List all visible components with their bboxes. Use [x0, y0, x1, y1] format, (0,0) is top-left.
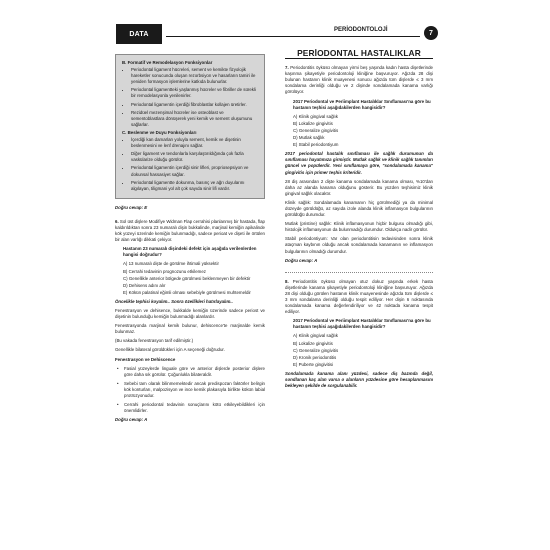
b-list: [122, 67, 258, 128]
option-a: A) Klinik gingival sağlık: [293, 113, 338, 119]
c-item: • İçerdiği kan damarları yoluyla sement, kemik ve dişetinin beslenmesini ve lenf drenajını sağlar.: [131, 137, 258, 149]
option-c: C) Genellikle anterior bölgede görülmesi beklenmeyen bir defektir: [123, 275, 251, 281]
right-column: [285, 50, 433, 392]
c-item: • Diğer ligament ve tendonlarla karşılaştırıldığında çok fazla vaskülarize olduğu görülür.: [131, 151, 258, 163]
option-d: D) Dehisens adını alır: [123, 282, 166, 288]
c-item: • Periodontal ligamentin içerdiği sinir lifleri, propriosepsiyon ve dokunsal hassasiyet sağlar.: [131, 165, 258, 177]
answer-q5: Doğru cevap: E: [115, 204, 148, 210]
option-b: B) Cerrahi tedavinin prognozunu etkilemez: [123, 268, 206, 274]
explanation-paragraph: Genellikle bilateral görüldükleri için A seçeneği doğrudur.: [115, 347, 225, 353]
option-e: E) Kökün palatinal eğimli olması sebebiyle görülmesi muhtemeldir: [123, 289, 251, 295]
bullet-item: • Fasial yüzeylerde linguale göre ve anterior dişlerde posterior dişlere göre daha sık görülür. Çoğunlukla bilateraldir.: [115, 366, 265, 378]
section-title: PERİODONTAL HASTALIKLAR: [297, 48, 421, 58]
question-8: [285, 279, 433, 316]
options-q8: [293, 333, 433, 367]
question-separator: [285, 272, 433, 273]
question-number: 7.: [285, 65, 289, 71]
answer-q6: Doğru cevap: A: [115, 417, 148, 423]
explanation-paragraph: Stabil periodontiyum: Var olan periodontitisin tedavisinden sonra klinik ataçman kaybının olduğu ancak sondalamada kanamanın ve inflamasyon bulgularının olmadığı durumdur.: [285, 236, 433, 254]
box-heading-c: C. Beslenme ve Duyu Fonksiyonları: [122, 129, 197, 135]
running-header-title: PERİODONTOLOJİ: [334, 27, 388, 33]
section-rule: [285, 58, 433, 59]
option-e: E) Puberte gingivitisi: [293, 361, 334, 367]
header-rule: [166, 36, 420, 37]
left-column: [115, 54, 265, 431]
page-number: 7: [429, 29, 433, 37]
question-stem: 2017 Periodontal ve Periimplant Hastalıklar Sınıflaması'na göre bu hastanın teşhisi aşağıdakilerden hangisidir?: [293, 98, 431, 110]
question-number: 8.: [285, 278, 289, 284]
explanation-note: (Bu vakada fenestrasyon tarif edilmiştir.): [115, 338, 194, 344]
question-text: Periodontitis öyküsü olmayan yirmi beş yaşında kadın hasta dişetlerinde kaşınma şikayetiyle periodontoloji kliniğine başvuruyor. Ağızda 28 dişi bulunan hastanın klinik muayenesi sonucu ağızda tüm dişlerde ≤ 3 mm sondalama derinliği olduğu ve 2 dişinde sondalamada kanama varlığı görülüyor.: [285, 65, 433, 95]
explanation-lead: Öncelikle tephisi koyalım.. Sonra özellikleri hatırlayalım..: [115, 298, 233, 304]
option-e: E) Stabil periodontiyum: [293, 142, 339, 148]
question-text: Sol üst dişlere Modifiye Widman Flap cerrahisi planlanmış bir hastada, flap kaldırıldıktan sonra 23 numaralı dişin bukkalinde, marjinal kemiğin apikalinde kök yüzeyi üzerinde kemiğin bulunmadığı, sadece perioat ve dişeti ile örtülen bir alan varlığı dikkati çekiyor.: [115, 218, 265, 243]
explanation-paragraph: Fenestrasyon ve dehisence, bukkalde kemiğin üzerinde sadece periost ve dişetinin bulunduğu kemiğin bulunmadığı alanlardır.: [115, 308, 265, 320]
option-b: B) Lokalize gingivitis: [293, 120, 333, 126]
options-q7: [293, 114, 433, 148]
bullet-item: • Cerrahi periodontal tedavinin sonuçlarını kötü etkileyebildikleri için önemlidirler.: [115, 402, 265, 414]
option-c: C) Generalize gingivitis: [293, 127, 339, 133]
closing-note: Sondalamada kanama alanı yüzdesi, sadece diş bazında değil, sondlanan kaç alan varsa o alanların yüzdesine göre hesaplanmasını bekleyen şekilde de sorgulanabilir.: [285, 370, 433, 389]
explanation-paragraph: Mutlak (pristine) sağlık: Klinik inflamasyonun hiçbir bulgusu olmadığı gibi, histolojik inflamasyonun da bulunmadığı durumdur. Oldukça nadir görülür.: [285, 221, 433, 233]
question-stem: 2017 Periodontal ve Periimplant Hastalıklar Sınıflaması'na göre bu hastanın teşhisi aşağıdakilerden hangisidir?: [293, 318, 431, 330]
b-item: • Periodontal ligamentin içerdiği fibroblastlar kollajen üretirler.: [131, 102, 258, 108]
option-a: A) 13 numaralı dişte de görülme ihtimali yüksektir: [123, 261, 219, 267]
box-heading-b: B. Formatif ve Remodelasyon Fonksiyonlar: [122, 60, 213, 65]
b-item: • Periodontal ligament hücreleri, sement ve kemikte fizyolojik hareketler sonucunda oluşan rezorbsiyon ve hasarların tamiri ile yeniden formasyon işlemlerine katkıda bulunurlar.: [131, 67, 258, 85]
question-stem: Hastanın 23 numaralı dişindeki defekt için aşağıda verilenlerden hangisi doğrudur?: [123, 246, 257, 258]
c-item: • Periodontal ligamentte dokunma, basınç ve ağrı duyularını algılayan, tiligmani yol alt çok sayıda sinir lifi vardır.: [131, 180, 258, 192]
explanation-paragraph: Klinik sağlık: Sondalamada kanamanın hiç görülmediği ya da minimal düzeyde görüldüğü, az sayıda izole alanda klinik inflamasyon bulgularının görüldüğü durumdur.: [285, 199, 433, 218]
question-number: 6.: [115, 218, 119, 224]
option-d: D) Mutlak sağlık: [293, 135, 325, 141]
option-d: D) Kronik periodontitis: [293, 354, 337, 360]
bullet-item: • Sebebi tam olarak bilinmemektedir ancak predispozan faktörler belirgin kök konturları, malpozisyon ve ince kemik plakasıyla birlikte kökün labial protrüzyonudur.: [115, 381, 265, 399]
option-a: A) Klinik gingival sağlık: [293, 333, 338, 339]
page-number-badge: [424, 26, 438, 40]
subheading: Fenestrasyon ve Dehiscence: [115, 356, 176, 362]
question-7: [285, 65, 433, 95]
publisher-logo: [116, 24, 162, 44]
question-text: Periodontitis öyküsü olmayan otuz dokuz yaşında erkek hasta dişetlerinde kanama şikayetiyle periodontoloji kliniğine başvuruyor. Ağızda 28 dişi olduğu görülen hastanın klinik muayenesinde ağızda tüm dişlerde ≤ 3 mm sondalama derinliği olduğu tespit ediliyor. Her dişin 6 noktasında sondalamada kanama değerlendiriliyor ve 42 noktada kanama tespit ediliyor.: [285, 278, 433, 315]
options-q6: [123, 261, 265, 295]
question-6: [115, 219, 265, 243]
option-b: B) Lokalize gingivitis: [293, 340, 333, 346]
info-box: [115, 54, 265, 199]
explanation-paragraph: Fenestrasyonda marjinal kemik bulunur, dehiscence'te marjinalde kemik bulunmaz.: [115, 323, 265, 335]
answer-q7: Doğru cevap: A: [285, 257, 318, 263]
b-item: • Periodontal ligamentteki yaşlanmış hücreler ve fibriller de sürekli bir remodelasyonla yenilenirler.: [131, 87, 258, 99]
option-c: C) Generalize gingivitis: [293, 347, 339, 353]
logo-text: DATA: [129, 30, 149, 38]
explanation-lead: 2017 periodontal hastalık sınıflaması ile sağlık durumunun da sınıflaması hayatımıza girmiştir. Mutlak sağlık ve klinik sağlık tanımları güncel ve popülerdir. Yeni sınıflamaya göre, "sondalamada kanama" gingivitis için primer teşhis kriteridir.: [285, 151, 433, 175]
explanation-paragraph: 28 diş arasından 2 dişte kanama sondalamada kanama olması, %10'dan daha az alanda kanama olduğunu gösterir. Bu yüzden teşhisimiz klinik gingival sağlık olacaktır.: [285, 178, 433, 196]
b-item: • Rezidüel mezenşimal hücreler ise osteoblast ve sementoblastlara dönüşerek yeni kemik ve sement oluşumunu sağlarlar.: [131, 110, 258, 128]
c-list: [122, 137, 258, 192]
